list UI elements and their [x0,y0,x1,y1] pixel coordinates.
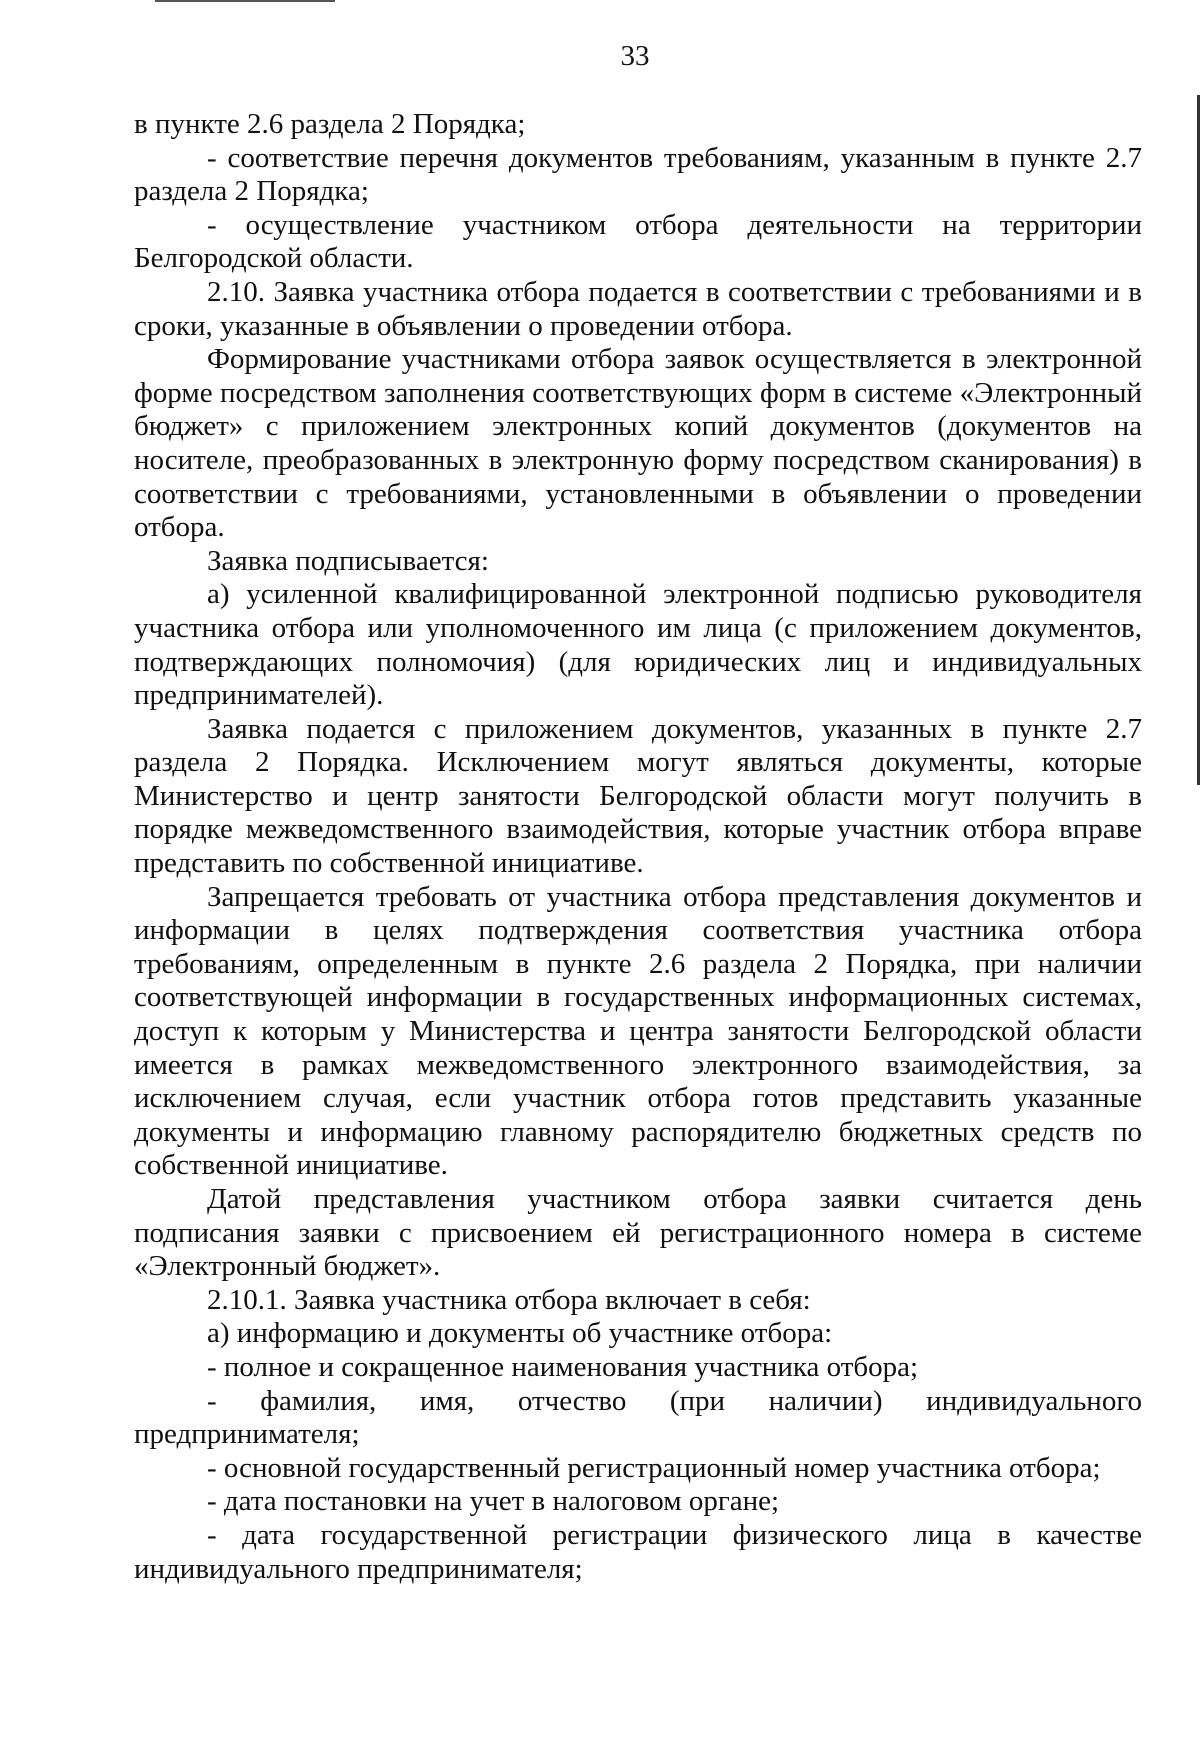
paragraph: Заявка подписывается: [207,544,489,577]
paragraph: в пункте 2.6 раздела 2 Порядка; [134,108,526,140]
paragraph: а) информацию и документы об участнике отбора: [207,1317,833,1350]
document-body [134,108,1142,1586]
paragraph: - соответствие перечня документов требованиям, указанным в пункте 2.7 раздела 2 Порядка; [134,141,1142,208]
paragraph: Формирование участниками отбора заявок осуществляется в электронной форме посредством заполнения соответствующих форм в системе «Электронный бюджет» с приложением электронных копий документов (документов на носителе, преобразованных в электронную форму посредством сканирования) в соответствии с требованиями, установленными в объявлении о проведении отбора. [134,343,1142,544]
paragraph: - фамилия, имя, отчество (при наличии) индивидуального предпринимателя; [134,1384,1142,1451]
scan-edge-mark-top [155,0,335,2]
paragraph: Датой представления участником отбора заявки считается день подписания заявки с присвоением ей регистрационного номера в системе «Электронный бюджет». [134,1183,1142,1283]
paragraph: - основной государственный регистрационный номер участника отбора; [207,1451,1101,1484]
paragraph: - полное и сокращенное наименования участника отбора; [207,1350,919,1383]
paragraph: 2.10.1. Заявка участника отбора включает в себя: [207,1283,811,1316]
page-number: 33 [620,40,650,72]
paragraph: Заявка подается с приложением документов, указанных в пункте 2.7 раздела 2 Порядка. Исключением могут являться документы, которые Министерство и центр занятости Белгородской области могут получить в порядке межведомственного взаимодействия, которые участник отбора вправе представить по собственной инициативе. [134,712,1142,880]
paragraph: Запрещается требовать от участника отбора представления документов и информации в целях подтверждения соответствия участника отбора требованиям, определенным в пункте 2.6 раздела 2 Порядка, при наличии соответствующей информации в государственных информационных системах, доступ к которым у Министерства и центра занятости Белгородской области имеется в рамках межведомственного электронного взаимодействия, за исключением случая, если участник отбора готов представить указанные документы и информацию главному распорядителю бюджетных средств по собственной инициативе. [134,880,1142,1182]
paragraph: - дата постановки на учет в налоговом органе; [207,1485,780,1518]
paragraph: а) усиленной квалифицированной электронной подписью руководителя участника отбора или уполномоченного им лица (с приложением документов, подтверждающих полномочия) (для юридических лиц и индивидуальных предпринимателей). [134,578,1142,712]
paragraph: - дата государственной регистрации физического лица в качестве индивидуального предпринимателя; [134,1518,1142,1585]
paragraph: 2.10. Заявка участника отбора подается в соответствии с требованиями и в сроки, указанные в объявлении о проведении отбора. [134,275,1142,342]
paragraph: - осуществление участником отбора деятельности на территории Белгородской области. [134,208,1142,275]
